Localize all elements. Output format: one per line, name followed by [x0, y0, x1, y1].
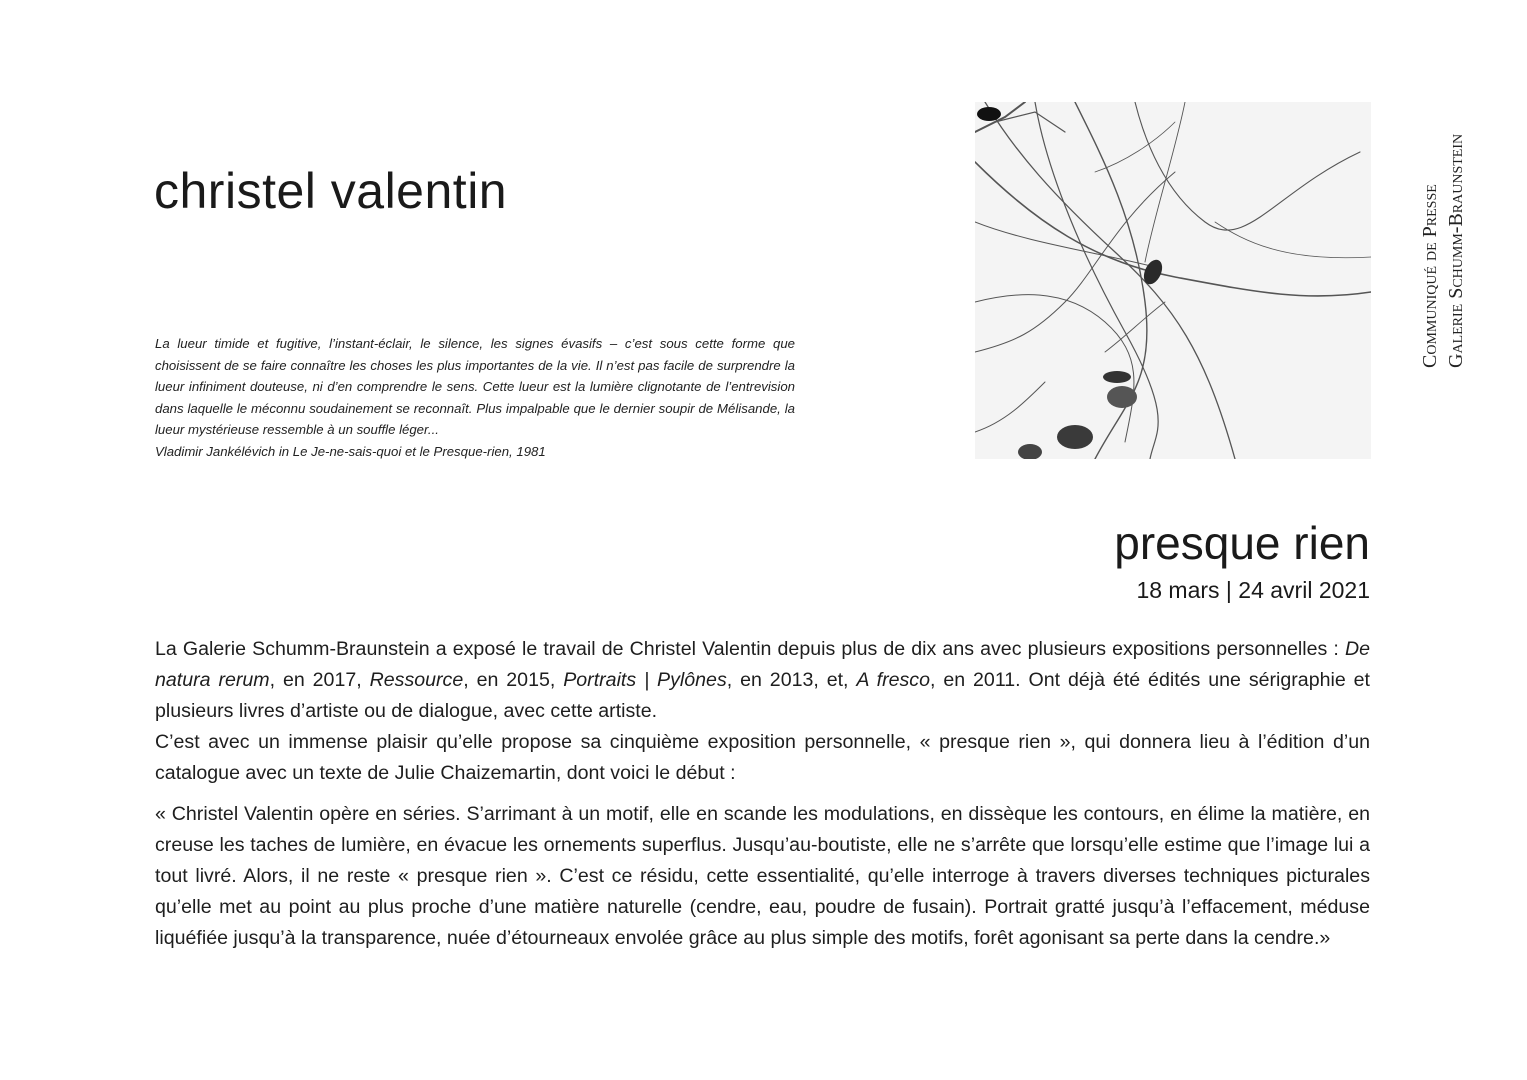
epigraph — [155, 333, 795, 462]
work-title: Portraits | Pylônes — [563, 669, 727, 691]
artwork-photo — [975, 102, 1371, 459]
work-title: De natura rerum — [155, 638, 1370, 691]
photo-background — [975, 102, 1371, 459]
work-title: Ressource — [369, 669, 464, 691]
intro-paragraph — [155, 634, 1370, 727]
press-label-line1: Communiqué de Presse — [1419, 184, 1441, 368]
branches-illustration — [975, 102, 1371, 459]
exhibition-dates: 18 mars | 24 avril 2021 — [1136, 577, 1370, 603]
epigraph-text: La lueur timide et fugitive, l’instant-éclair, le silence, les signes évasifs – c’est sous cette forme que choisissent de se faire connaître les choses les plus importantes de la vie. Il n’est pas facile de surprendre la lueur infiniment douteuse, ni d’en comprendre le sens. Cette lueur est la lumière clignotante de l’entrevision dans laquelle le méconnu soudainement se reconnaît. Plus impalpable que le dernier soupir de Mélisande, la lueur mystérieuse ressemble à un souffle léger... — [155, 336, 795, 437]
epigraph-attribution — [155, 441, 795, 463]
announcement-paragraph: C’est avec un immense plaisir qu’elle propose sa cinquième exposition personnelle, « presque rien », qui donnera lieu à l’édition d’un catalogue avec un texte de Julie Chaizemartin, dont voici le début : — [155, 731, 1370, 784]
intro-text: , en 2013, et, — [726, 669, 857, 691]
epigraph-author: Vladimir Jankélévich in — [155, 443, 293, 459]
exhibition-title: presque rien — [1114, 517, 1370, 569]
press-body — [155, 634, 1370, 954]
intro-text: , en 2015, — [463, 669, 564, 691]
intro-text: , en 2017, — [269, 669, 370, 691]
intro-text: , en 2011. Ont déjà été édités une sérigraphie et plusieurs livres d’artiste ou de dialogue, avec cette artiste. — [155, 669, 1370, 722]
artist-name: christel valentin — [154, 163, 508, 219]
work-title: A fresco — [856, 669, 930, 691]
epigraph-work: Le Je-ne-sais-quoi et le Presque-rien, 1981 — [292, 443, 546, 459]
intro-text: La Galerie Schumm-Braunstein a exposé le travail de Christel Valentin depuis plus de dix ans avec plusieurs expositions personnelles : — [155, 638, 1345, 660]
catalogue-excerpt: « Christel Valentin opère en séries. S’arrimant à un motif, elle en scande les modulations, en dissèque les contours, en élime la matière, en creuse les taches de lumière, en évacue les ornements superflus. Jusqu’au-boutiste, elle ne s’arrête que lorsqu’elle estime que l’image lui a tout livré. Alors, il ne reste « presque rien ». C’est ce résidu, cette essentialité, qu’elle interroge à travers diverses techniques picturales qu’elle met au point au plus proche d’une matière naturelle (cendre, eau, poudre de fusain). Portrait gratté jusqu’à l’effacement, méduse liquéfiée jusqu’à la transparence, nuée d’étourneaux envolée grâce au plus simple des motifs, forêt agonisant sa perte dans la cendre.» — [155, 803, 1370, 949]
press-release-label — [1417, 134, 1469, 368]
press-label-line2: Galerie Schumm-Braunstein — [1445, 133, 1467, 368]
